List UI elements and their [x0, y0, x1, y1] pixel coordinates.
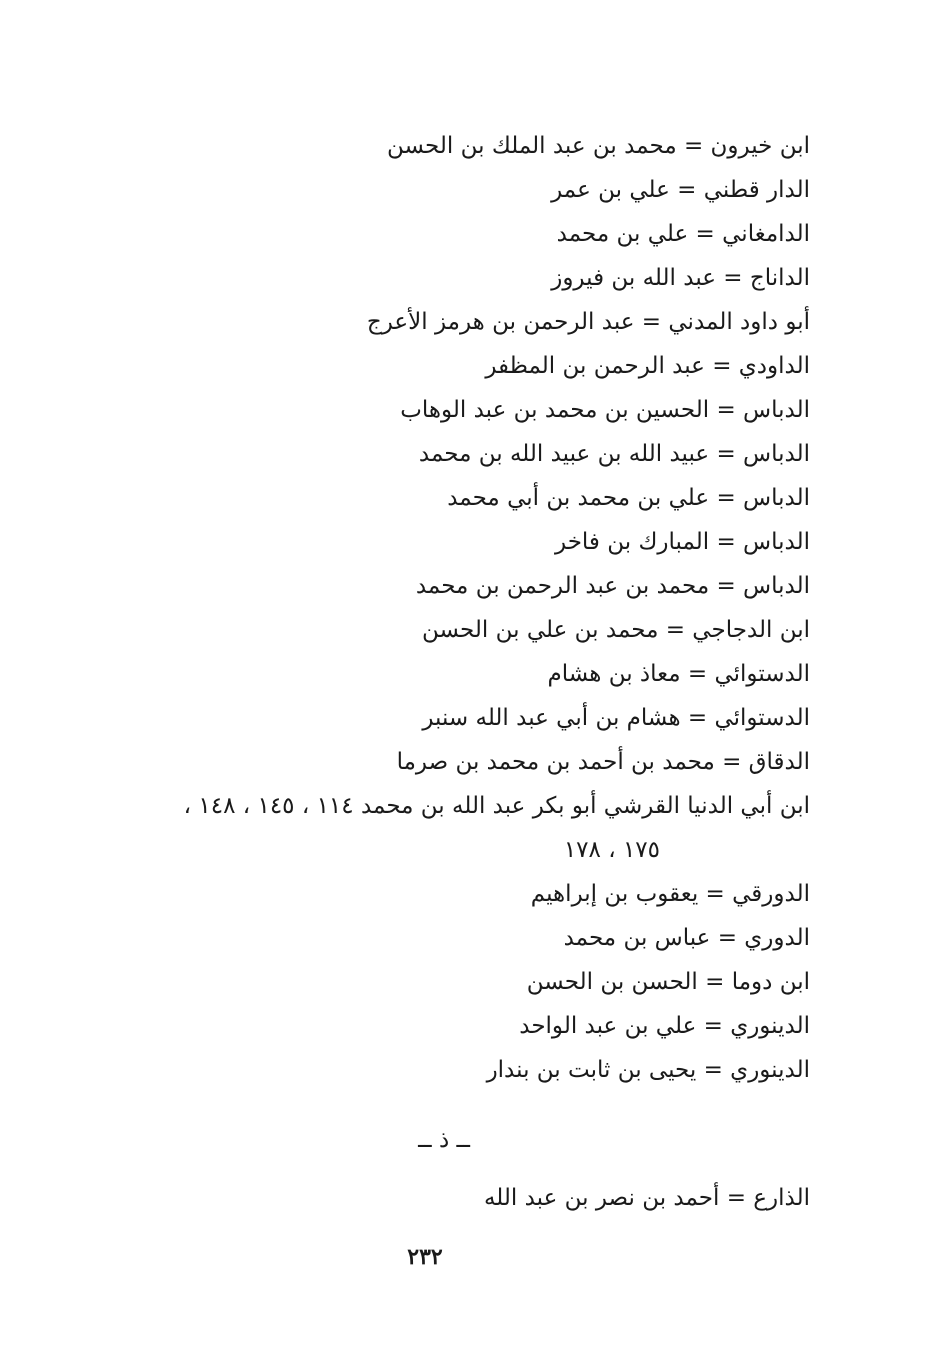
index-entry: الدباس = المبارك بن فاخر — [555, 529, 810, 555]
index-entry: الدينوري = يحيى بن ثابت بن بندار — [486, 1057, 810, 1083]
index-entry: ابن دوما = الحسن بن الحسن — [526, 969, 810, 995]
index-entry: ابن الدجاجي = محمد بن علي بن الحسن — [422, 617, 810, 643]
index-entry: الدباس = علي بن محمد بن أبي محمد — [447, 485, 810, 511]
index-entry: الدباس = الحسين بن محمد بن عبد الوهاب — [400, 397, 810, 423]
index-entry: ابن خيرون = محمد بن عبد الملك بن الحسن — [387, 133, 810, 159]
section-heading: ــ ذ ــ — [418, 1127, 470, 1153]
index-entry: الدباس = محمد بن عبد الرحمن بن محمد — [415, 573, 810, 599]
index-entry: الدباس = عبيد الله بن عبيد الله بن محمد — [418, 441, 810, 467]
page-number: ٢٣٢ — [407, 1244, 443, 1270]
index-entry: الدستوائي = معاذ بن هشام — [547, 661, 810, 687]
index-entries — [70, 124, 810, 1220]
index-entry: الدار قطني = علي بن عمر — [551, 177, 810, 203]
index-entry: الدوري = عباس بن محمد — [563, 925, 810, 951]
index-entry: الدامغاني = علي بن محمد — [556, 221, 810, 247]
index-entry: أبو داود المدني = عبد الرحمن بن هرمز الأعرج — [366, 309, 810, 335]
index-entry-line-1: ابن أبي الدنيا القرشي أبو بكر عبد الله بن محمد ١١٤ ، ١٤٥ ، ١٤٨ ، — [183, 793, 810, 819]
index-entry-line-2: ١٧٥ ، ١٧٨ — [563, 837, 660, 863]
index-entry: الداناج = عبد الله بن فيروز — [551, 265, 810, 291]
index-entry: الداودي = عبد الرحمن بن المظفر — [485, 353, 810, 379]
index-entry: الدستوائي = هشام بن أبي عبد الله سنبر — [422, 705, 810, 731]
index-entry: الدينوري = علي بن عبد الواحد — [519, 1013, 810, 1039]
index-entry: الدقاق = محمد بن أحمد بن محمد بن صرما — [396, 749, 810, 775]
index-entry-wrapped — [70, 784, 810, 872]
index-entry: الدورقي = يعقوب بن إبراهيم — [530, 881, 810, 907]
index-entry: الذارع = أحمد بن نصر بن عبد الله — [483, 1185, 810, 1211]
